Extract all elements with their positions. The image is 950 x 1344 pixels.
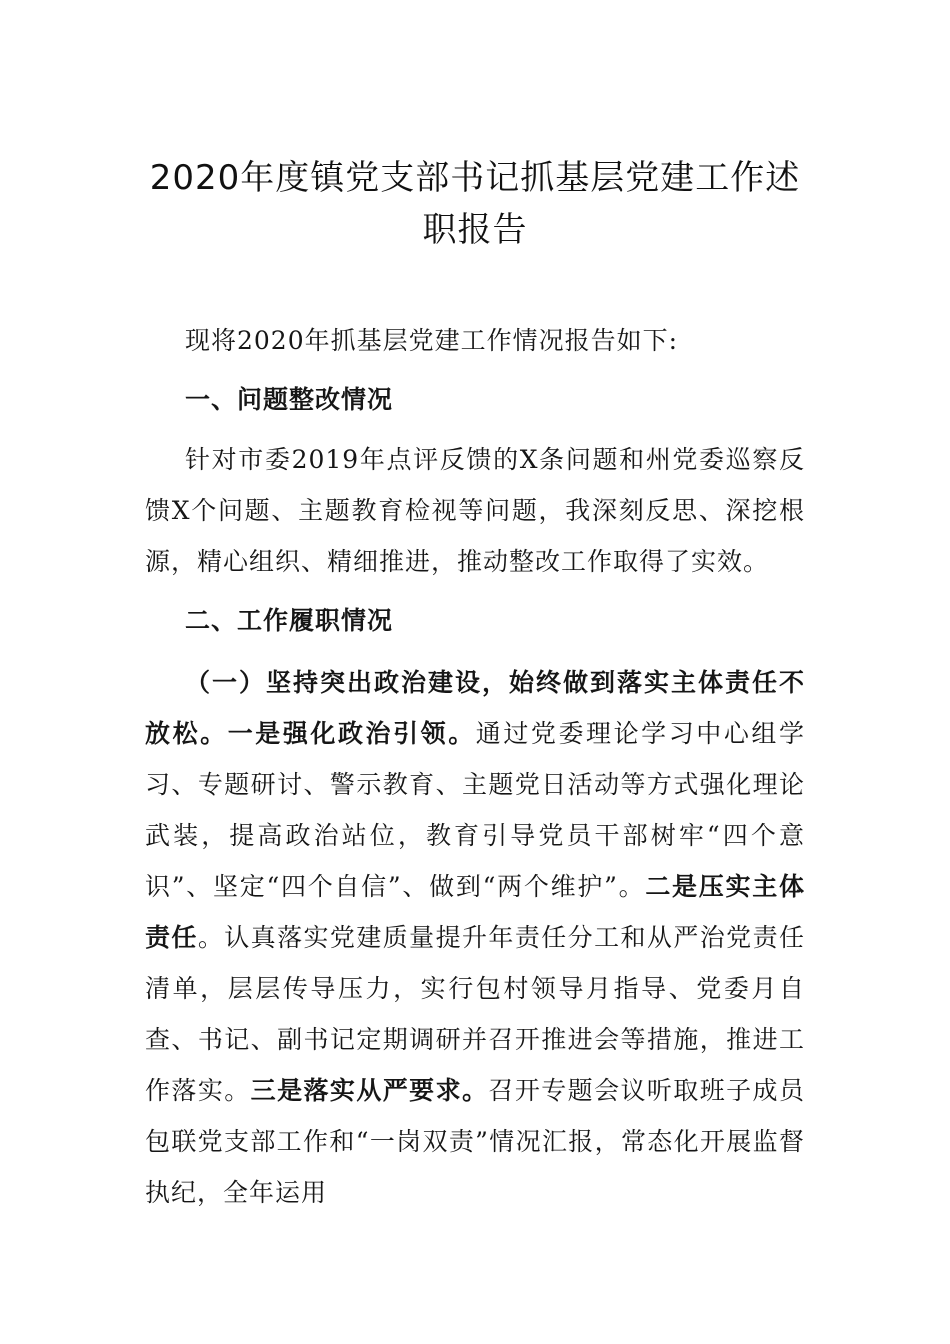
- para-bold-3: 三是落实从严要求。: [250, 1076, 489, 1105]
- para-text-1: 通过党委理论学习中心组学习、专题研讨、警示教育、主题党日活动等方式强化理论武装，提高政治站位，教育引导党员干部树牢“四个意识”、坚定“四个自信”、做到“两个维护”。: [145, 719, 805, 901]
- section2-paragraph: [145, 657, 805, 1218]
- intro-paragraph: 现将2020年抓基层党建工作情况报告如下:: [185, 326, 679, 355]
- section1-paragraph: 针对市委2019年点评反馈的X条问题和州党委巡察反馈X个问题、主题教育检视等问题，我深刻反思、深挖根源，精心组织、精细推进，推动整改工作取得了实效。: [145, 445, 805, 576]
- para-text-3: 召开专题会议听取班子成员包联党支部工作和“一岗双责”情况汇报，常态化开展监督执纪，全年运用: [145, 1076, 805, 1207]
- para-bold-2: 二是压实主体责任: [145, 872, 805, 952]
- section1-heading: 一、问题整改情况: [185, 385, 394, 414]
- para-text-2: 。认真落实党建质量提升年责任分工和从严治党责任清单，层层传导压力，实行包村领导月指导、党委月自查、书记、副书记定期调研并召开推进会等措施，推进工作落实。: [145, 923, 805, 1105]
- section2-heading: 二、工作履职情况: [185, 606, 394, 635]
- document-title: 2020年度镇党支部书记抓基层党建工作述职报告: [149, 158, 801, 250]
- para-lead-bold: （一）坚持突出政治建设，始终做到落实主体责任不放松。一是强化政治引领。: [145, 668, 805, 748]
